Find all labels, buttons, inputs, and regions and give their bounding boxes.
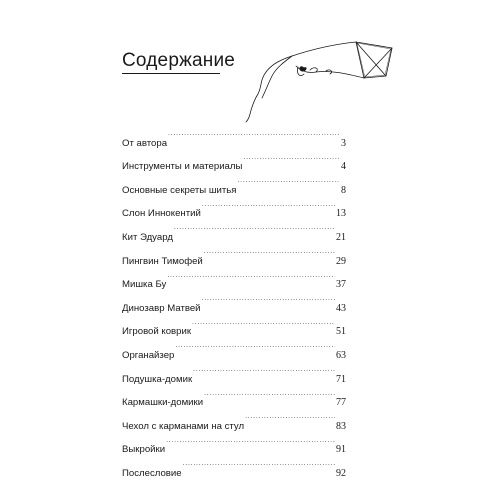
- toc-entry-page: 3: [341, 137, 346, 149]
- toc-leader-dots: [245, 405, 335, 429]
- toc-entry[interactable]: [122, 122, 346, 149]
- toc-entry-title: Послесловие: [122, 467, 182, 479]
- table-of-contents: [122, 122, 346, 479]
- toc-entry-title: Игровой коврик: [122, 326, 192, 338]
- toc-entry-title: Чехол с карманами на стул: [122, 420, 245, 432]
- page-title: Содержание: [122, 50, 236, 71]
- toc-leader-dots: [183, 452, 335, 476]
- toc-entry-page: 37: [336, 279, 346, 291]
- kite-icon: [236, 34, 396, 124]
- toc-entry-title: Слон Иннокентий: [122, 208, 201, 220]
- toc-entry-title: Динозавр Матвей: [122, 302, 201, 314]
- toc-leader-dots: [175, 334, 335, 358]
- toc-entry-title: Кит Эдуард: [122, 231, 173, 243]
- toc-entry-title: Подушка-домик: [122, 373, 193, 385]
- toc-leader-dots: [237, 169, 340, 193]
- toc-entry-page: 77: [336, 397, 346, 409]
- toc-leader-dots: [202, 193, 335, 217]
- toc-entry-page: 4: [341, 161, 346, 173]
- toc-leader-dots: [243, 146, 340, 170]
- toc-leader-dots: [174, 216, 335, 240]
- toc-leader-dots: [168, 122, 340, 146]
- toc-entry-title: Органайзер: [122, 349, 175, 361]
- toc-leader-dots: [193, 358, 335, 382]
- toc-leader-dots: [204, 240, 335, 264]
- toc-entry-page: 51: [336, 326, 346, 338]
- toc-entry-page: 63: [336, 349, 346, 361]
- toc-leader-dots: [202, 287, 335, 311]
- toc-entry-title: Мишка Бу: [122, 279, 167, 291]
- toc-entry-page: 8: [341, 184, 346, 196]
- toc-entry-title: Пингвин Тимофей: [122, 255, 203, 267]
- toc-entry-page: 92: [336, 467, 346, 479]
- toc-entry-page: 91: [336, 444, 346, 456]
- toc-entry-title: Кармашки-домики: [122, 397, 204, 409]
- toc-entry-page: 43: [336, 302, 346, 314]
- toc-leader-dots: [204, 382, 335, 406]
- title-underline: [122, 73, 220, 74]
- toc-entry-page: 71: [336, 373, 346, 385]
- toc-leader-dots: [166, 429, 335, 453]
- toc-entry-page: 21: [336, 231, 346, 243]
- toc-entry-title: От автора: [122, 137, 168, 149]
- toc-entry-page: 29: [336, 255, 346, 267]
- toc-entry-title: Выкройки: [122, 444, 166, 456]
- toc-entry-title: Основные секреты шитья: [122, 184, 237, 196]
- toc-entry-title: Инструменты и материалы: [122, 161, 243, 173]
- toc-entry-page: 83: [336, 420, 346, 432]
- toc-leader-dots: [192, 311, 335, 335]
- toc-entry-page: 13: [336, 208, 346, 220]
- toc-leader-dots: [167, 264, 335, 288]
